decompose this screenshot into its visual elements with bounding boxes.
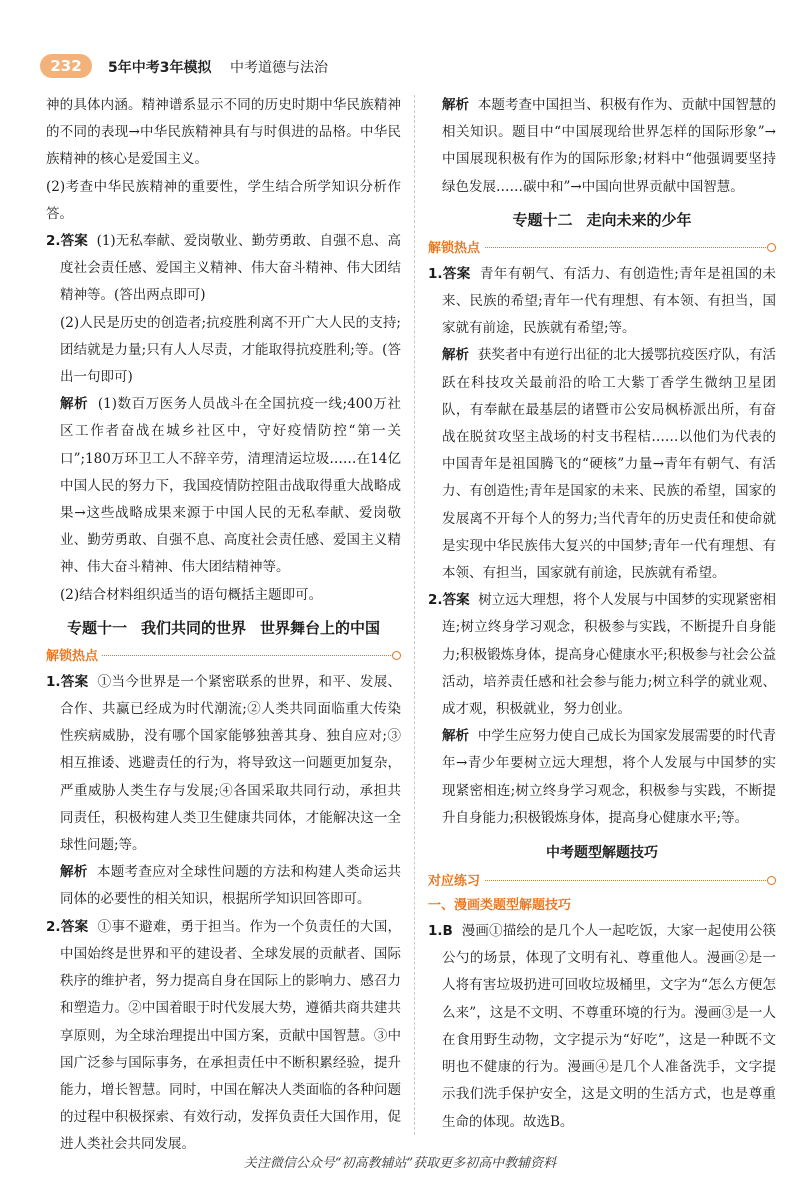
analysis-label: 解析 — [442, 97, 470, 113]
section-heading — [428, 237, 776, 257]
circle-icon — [392, 651, 401, 660]
analysis-text: (2)结合材料组织适当的语句概括主题即可。 — [60, 586, 323, 603]
analysis-text: (1)数百万医务人员战斗在全国抗疫一线;400万社区工作者奋战在城乡社区中，守好疫情防控“第一关口”;180万环卫工人不辞辛劳，清理清运垃圾……在14亿中国人民的努力下，我国疫情防控阻击战取得重大战略成果→这些战略成果来源于中国人民的无私奉献、爱岗敬业、勤劳勇敢、自强不息、高度社会责任感、爱国主义精神、伟大奋斗精神、伟大团结精神等。 — [60, 396, 401, 576]
topic-heading — [428, 205, 776, 235]
analysis-text: 获奖者中有逆行出征的北大援鄂抗疫医疗队，有活跃在科技攻关最前沿的哈工大紫丁香学生微纳卫星团队，有奉献在最基层的诸暨市公安局枫桥派出所，有奋战在脱贫攻坚主战场的村支书程桔……以他们为代表的中国青年是祖国腾飞的“硬核”力量→青年有朝气、有活力、有创造性;青年是国家的未来、民族的希望，国家的发展离不开每个人的努力;当代青年的历史责任和使命就是实现中华民族伟大复兴的中国梦;青年一代有理想、有本领、有担当，国家就有前途，民族就有希望。 — [442, 347, 777, 582]
answer-text: (2)人民是历史的创造者;抗疫胜利离不开广大人民的支持;团结就是力量;只有人人尽责，才能取得抗疫胜利;等。(答出一句即可) — [60, 314, 401, 386]
answer-block — [428, 587, 776, 723]
answer-block — [46, 914, 401, 1159]
answer-block — [46, 669, 401, 859]
page-number-badge: 232 — [40, 54, 92, 78]
subsection-heading: 一、漫画类题型解题技巧 — [428, 898, 572, 914]
topic-title: 我们共同的世界 — [140, 618, 246, 637]
question-number: 2. — [428, 592, 443, 609]
circle-icon — [767, 876, 776, 885]
answer-text: ①事不避难，勇于担当。作为一个负责任的大国，中国始终是世界和平的建设者、全球发展的贡献者、国际秩序的维护者，努力提高自身在国际上的影响力、感召力和塑造力。②中国着眼于时代发展大势，遵循共商共建共享原则，为全球治理提出中国方案，贡献中国智慧。③中国广泛参与国际事务，在承担责任中不断积累经验，提升能力，增长智慧。同时，中国在解决人类面临的各种问题的过程中积极探索、有效行动，发挥负责任大国作用，促进人类社会共同发展。 — [60, 918, 402, 1153]
footer-note: 关注微信公众号“初高教辅站”获取更多初高中教辅资料 — [243, 1156, 557, 1171]
answer-text: ①当今世界是一个紧密联系的世界，和平、发展、合作、共赢已经成为时代潮流;②人类共同面临重大传染性疾病威胁，没有哪个国家能够独善其身、独自应对;③相互推诿、逃避责任的行为，将导致这一问题更加复杂，严重威胁人类生存与发展;④各国采取共同行动，承担共同责任，积极构建人类卫生健康共同体，才能解决这一全球性问题;等。 — [60, 673, 402, 854]
analysis-text: 本题考查应对全球性问题的方法和构建人类命运共同体的必要性的相关知识，根据所学知识回答即可。 — [60, 864, 402, 908]
answer-block — [428, 918, 776, 1136]
paragraph: (2)考查中华民族精神的重要性，学生结合所学知识分析作答。 — [46, 178, 401, 222]
analysis-text: 中学生应努力使自己成长为国家发展需要的时代青年→青少年要树立远大理想，将个人发展与中国梦的实现紧密相连;树立终身学习观念，积极参与实践，不断提升自身能力;积极锻炼身体，提高身心健康水平;等。 — [442, 728, 777, 826]
circle-icon — [767, 243, 776, 252]
answer-label: 答案 — [60, 233, 88, 250]
column-divider — [414, 95, 415, 1135]
tips-heading: 中考题型解题技巧 — [546, 845, 658, 862]
topic-heading — [46, 613, 401, 643]
topic-number: 专题十二 — [512, 210, 573, 229]
answer-label: 答案 — [60, 918, 89, 935]
question-number: 1.B — [428, 923, 453, 940]
paragraph: 神的具体内涵。精神谱系显示不同的历史时期中华民族精神的不同的表现→中华民族精神具有与时俱进的品格。中华民族精神的核心是爱国主义。 — [46, 97, 401, 168]
answer-text: 青年有朝气、有活力、有创造性;青年是祖国的未来、民族的希望;青年一代有理想、有本领、有担当，国家就有前途，民族就有希望;等。 — [442, 265, 776, 337]
analysis-block — [46, 391, 401, 581]
answer-label: 答案 — [60, 673, 89, 690]
analysis-block — [428, 342, 776, 587]
analysis-label: 解析 — [442, 728, 470, 745]
answer-label: 答案 — [442, 265, 471, 282]
analysis-block — [428, 723, 776, 832]
topic-title: 走向未来的少年 — [586, 210, 692, 229]
left-column — [46, 92, 401, 1159]
question-number: 1. — [428, 265, 443, 282]
section-label: 解锁热点 — [46, 649, 102, 664]
right-column — [428, 92, 776, 1136]
analysis-block — [428, 92, 776, 201]
answer-text: (1)无私奉献、爱岗敬业、勤劳勇敢、自强不息、高度社会责任感、爱国主义精神、伟大奋斗精神、伟大团结精神等。(答出两点即可) — [60, 233, 402, 304]
answer-text: 树立远大理想，将个人发展与中国梦的实现紧密相连;树立终身学习观念，积极参与实践，不断提升自身能力;积极锻炼身体，提高身心健康水平;积极参与社会公益活动，培养责任感和社会参与能力;树立科学的就业观、成才观，积极就业，努力创业。 — [442, 592, 777, 718]
section-label: 对应练习 — [428, 874, 484, 889]
subject-title: 中考道德与法治 — [230, 60, 328, 76]
analysis-label: 解析 — [60, 396, 89, 413]
section-heading — [428, 870, 776, 890]
answer-label: 答案 — [442, 592, 470, 609]
question-number: 2. — [46, 918, 61, 935]
topic-subtitle: 世界舞台上的中国 — [260, 618, 381, 637]
section-heading — [46, 645, 401, 665]
analysis-label: 解析 — [60, 864, 88, 881]
question-number: 1. — [46, 673, 61, 690]
analysis-label: 解析 — [442, 347, 470, 364]
analysis-block — [46, 859, 401, 913]
answer-text: 漫画①描绘的是几个人一起吃饭，大家一起使用公筷公勺的场景，体现了文明有礼、尊重他人。漫画②是一人将有害垃圾扔进可回收垃圾桶里，文字为“怎么方便怎么来”，这是不文明、不尊重环境的行为。漫画③是一人在食用野生动物，文字提示为“好吃”，这是一种既不文明也不健康的行为。漫画④是几个人准备洗手，文字提示我们洗手保护安全，这是文明的生活方式，也是尊重生命的体现。故选B。 — [442, 923, 777, 1130]
answer-block — [428, 261, 776, 343]
question-number: 2. — [46, 233, 61, 250]
analysis-text: 本题考查中国担当、积极有作为、贡献中国智慧的相关知识。题目中“中国展现给世界怎样的国际形象”→中国展现积极有作为的国际形象;材料中“他强调要坚持绿色发展……碳中和”→中国向世界贡献中国智慧。 — [442, 97, 777, 195]
answer-block — [46, 228, 401, 310]
book-title: 5年中考3年模拟 — [108, 60, 212, 76]
page-header — [0, 50, 800, 80]
topic-number: 专题十一 — [66, 618, 127, 637]
section-label: 解锁热点 — [428, 241, 484, 256]
